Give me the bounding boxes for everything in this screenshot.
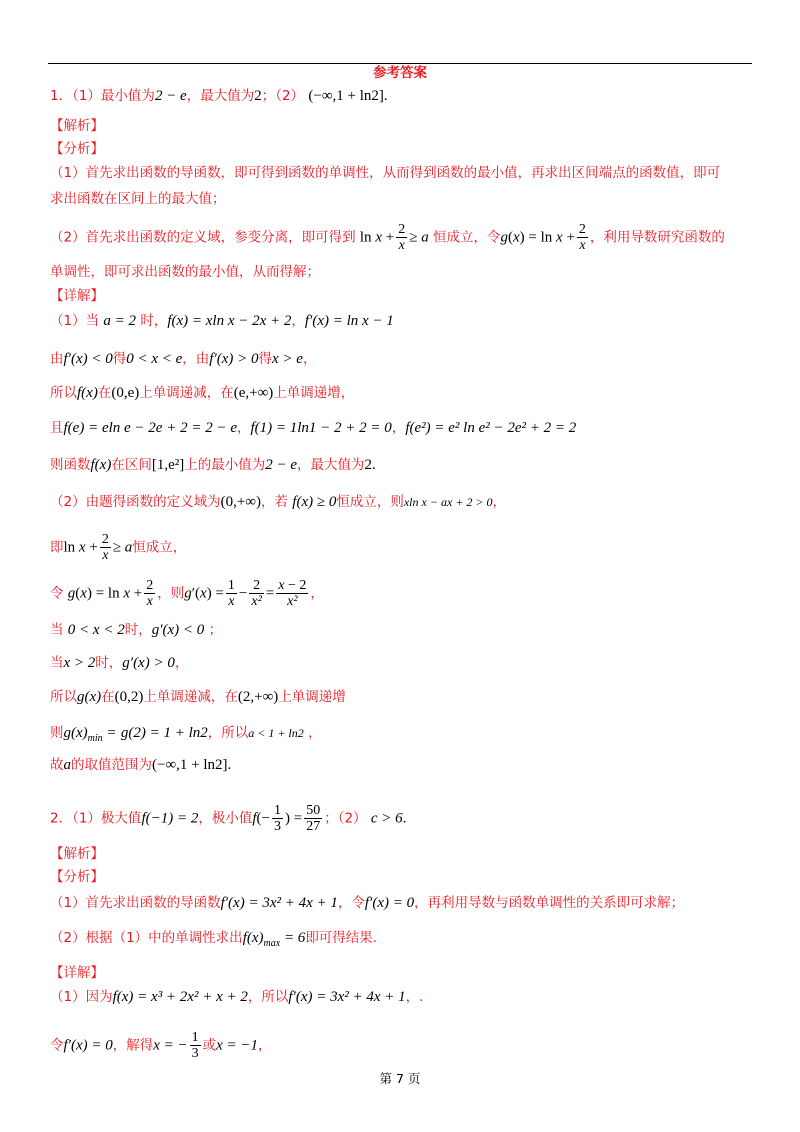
comma: ， [291,313,305,329]
math: a < 1 + ln2 [248,726,304,740]
text: 在 [101,689,115,705]
q1-fenxi-heading: 【分析】 [50,141,104,157]
frac: $\frac{50}{27}$ [306,803,321,834]
text: 的取值范围为 [71,757,152,773]
math: a = 2 [103,313,137,329]
comma: ， [174,655,189,671]
text: 则 [50,725,64,741]
text: 当 [50,655,64,671]
q2-detail-1 [50,987,423,1007]
q1-xiangjie-heading: 【详解】 [50,288,104,304]
text: ，解得 [112,1037,154,1054]
math: f′(x) = 0 [364,895,415,911]
text: （2）根据（1）中的单调性求出 [50,930,243,946]
math: x = −1 [216,1037,259,1054]
comma: ， [236,420,251,436]
comma: ， [492,494,506,510]
math: g(2) = 1 + ln2 [120,725,208,741]
q2-jiexi-heading: 【解析】 [50,846,104,862]
frac: $\frac{2}{\text{x²}}$ [251,578,262,609]
text: （1）因为 [50,989,113,1005]
q2-answer-line [50,803,406,834]
text: 得 [258,351,272,367]
q1-line-12 [50,723,322,749]
q1-fenxi-2a-post: ，利用导数研究函数的 [589,229,725,246]
comma: ， [310,585,324,602]
q1-fenxi-2a-mid: 恒成立，令 [432,229,501,246]
text: 上单调递减，在 [139,385,234,401]
math: f(1) = 1ln1 − 2 + 2 = 0 [250,420,392,436]
frac-2-over-x-3: $\frac{2}{x}$ [101,532,109,563]
text: 所以 [50,689,77,705]
text: ，再利用导数与函数单调性的关系即可求解； [414,895,685,911]
math: g(x) [77,689,102,705]
q2-xiangjie-heading: 【详解】 [50,965,104,981]
math: x > e [272,351,303,367]
text: 当 [50,622,64,638]
frac: $\frac{2}{x}$ [146,578,154,609]
q1-fenxi-1a: （1）首先求出函数的导函数，即可得到函数的单调性，从而得到函数的最小值，再求出区间端点的函数值，即可 [50,165,721,181]
text: ，极小值 [198,810,253,827]
math: 0 < x < e [126,351,183,367]
text: 时， [95,655,123,671]
math: = [265,585,275,602]
q1-answer-sep: ；（2） [261,88,305,104]
q1-line-13 [50,755,231,775]
q2-fenxi-heading: 【分析】 [50,869,104,885]
q1-range: (−∞,1 + ln2]. [308,88,388,104]
text: 上单调递增， [273,385,355,401]
q1-fenxi-2a-pre: （2）首先求出函数的定义域，参变分离，即可得到 [50,229,356,246]
q1-line-11 [50,687,346,707]
text: ，则 [157,585,185,602]
text: 令 [50,1037,64,1054]
ineq-ge-a-1: ≥ a [409,229,429,246]
math: f(x) [77,385,98,401]
text: 由 [50,351,64,367]
text: 2．（1）极大值 [50,810,142,827]
math: $g(x)_{min}$ = [63,725,117,744]
q1-line-4 [50,418,576,438]
text: 恒成立，则 [336,494,404,510]
text: 时， [140,313,168,329]
text: ；（2） [324,810,367,827]
frac: $\frac{1}{x}$ [227,578,235,609]
math: f(x) ≥ 0 [292,494,337,510]
q1-line-3 [50,383,354,403]
q1-answer-line [50,86,388,106]
math: (e,+∞) [233,385,274,401]
text: 即可得结果. [305,930,378,946]
q1-line-10 [50,653,188,673]
math: (0,+∞) [220,494,261,510]
math: [1,e²] [151,457,185,473]
math: xln x − ax + 2 > 0 [403,495,493,509]
q1-answer-prefix: 1．（1）最小值为 [50,88,155,104]
math: a [63,757,71,773]
math: ln x + [63,539,98,556]
math: g(x) = ln x + [67,585,143,602]
q1-fenxi-2b: 单调性，即可求出函数的最小值，从而得解； [50,264,320,280]
math: ≥ a [112,539,133,556]
math: ) = [284,810,303,827]
g-def-1: g(x) = ln x + [500,229,575,246]
frac: $\frac{1}{3}$ [191,1030,199,1061]
text: 上单调递减，在 [143,689,238,705]
q1-line-8 [50,578,324,609]
text: 所以 [50,385,77,401]
math: (−∞,1 + ln2]. [152,757,232,773]
punct: ，. [405,989,424,1005]
semicolon: ； [208,622,223,638]
q1-line-5 [50,455,376,475]
text: （1）当 [50,313,100,329]
math: f′(x) = 3x² + 4x + 1 [220,895,338,911]
q1-answer-mid: ，最大值为 [186,88,255,104]
q1-fenxi-1b: 求出函数在区间上的最大值； [50,191,226,207]
text: 恒成立， [132,539,187,556]
math: (− [256,810,270,827]
comma: ， [391,420,406,436]
math: f(e²) = e² ln e² − 2e² + 2 = 2 [405,420,577,436]
text: 或 [202,1037,217,1054]
math: x > 2 [63,655,96,671]
math: 0 < x < 2 [67,622,125,638]
text: 故 [50,757,64,773]
math: f(x) [90,457,112,473]
frac-2-over-x-2: $\frac{2}{x}$ [578,222,586,253]
math: f′(x) = 3x² + 4x + 1 [288,989,406,1005]
text: ，若 [261,494,288,510]
text: ，所以 [207,725,249,741]
page-title: 参考答案 [373,65,427,81]
math: f′(x) = ln x − 1 [304,313,394,329]
math: f(x) = xln x − 2x + 2 [167,313,292,329]
math: f(x) = x³ + 2x² + x + 2 [112,989,248,1005]
text: 在 [97,385,112,401]
text: 即 [50,539,64,556]
text: 上单调递增 [278,689,346,705]
math: f′(x) < 0 [63,351,113,367]
q2-fenxi-1 [50,893,684,913]
text: （2）由题得函数的定义域为 [50,494,221,510]
math: f(e) = eln e − 2e + 2 = 2 − e [63,420,237,436]
math: g′(x) > 0 [122,655,175,671]
q1-jiexi-heading: 【解析】 [50,118,104,134]
q1-line-2 [50,349,316,369]
text: 上的最小值为 [184,457,266,473]
page-footer: 第 7 页 [379,1071,421,1086]
period: . [372,457,376,473]
q1-min-value: 2 − e [154,88,187,104]
comma: ， [308,725,322,741]
frac: $\frac{1}{3}$ [273,803,281,834]
text: ，由 [182,351,210,367]
text: ，所以 [247,989,289,1005]
text: （1）首先求出函数的导函数 [50,895,221,911]
math: 2 [364,457,373,473]
math: 2 − e [265,457,298,473]
math: (0,e) [111,385,140,401]
text: 则函数 [50,457,91,473]
q1-line-9 [50,620,222,640]
text: 得 [112,351,127,367]
math: (0,2) [114,689,144,705]
q2-detail-2 [50,1030,272,1061]
math: f(−1) = 2 [141,810,199,827]
math: x = − [153,1037,188,1054]
math: f′(x) = 0 [63,1037,113,1054]
comma: ， [302,351,317,367]
text: 在区间 [111,457,152,473]
q1-line-7 [50,532,186,563]
math: g′(x) < 0 [151,622,205,638]
q2-fenxi-2 [50,928,377,954]
math: $f(x)_{max} = 6$ [242,930,306,949]
q1-line-6 [50,492,506,512]
text: 且 [50,420,64,436]
text: ，令 [337,895,365,911]
math: g′(x) = [184,585,224,602]
ineq-lnx-1: ln x + [359,229,395,246]
math: c > 6 [370,810,403,827]
frac: $\frac{x - 2}{\text{x²}}$ [278,578,307,609]
frac-2-over-x-1: $\frac{2}{x}$ [398,222,406,253]
text: 时， [124,622,152,638]
math: f′(x) > 0 [209,351,259,367]
q1-fenxi-2a [50,222,725,253]
math: − [238,585,248,602]
period: . [402,810,407,827]
q1-line-1 [50,311,394,331]
math: f [252,810,257,827]
math: (2,+∞) [237,689,279,705]
text: ，最大值为 [297,457,365,473]
comma: ， [258,1037,272,1054]
q1-max-value: 2 [254,88,262,104]
text: 令 [50,585,64,602]
